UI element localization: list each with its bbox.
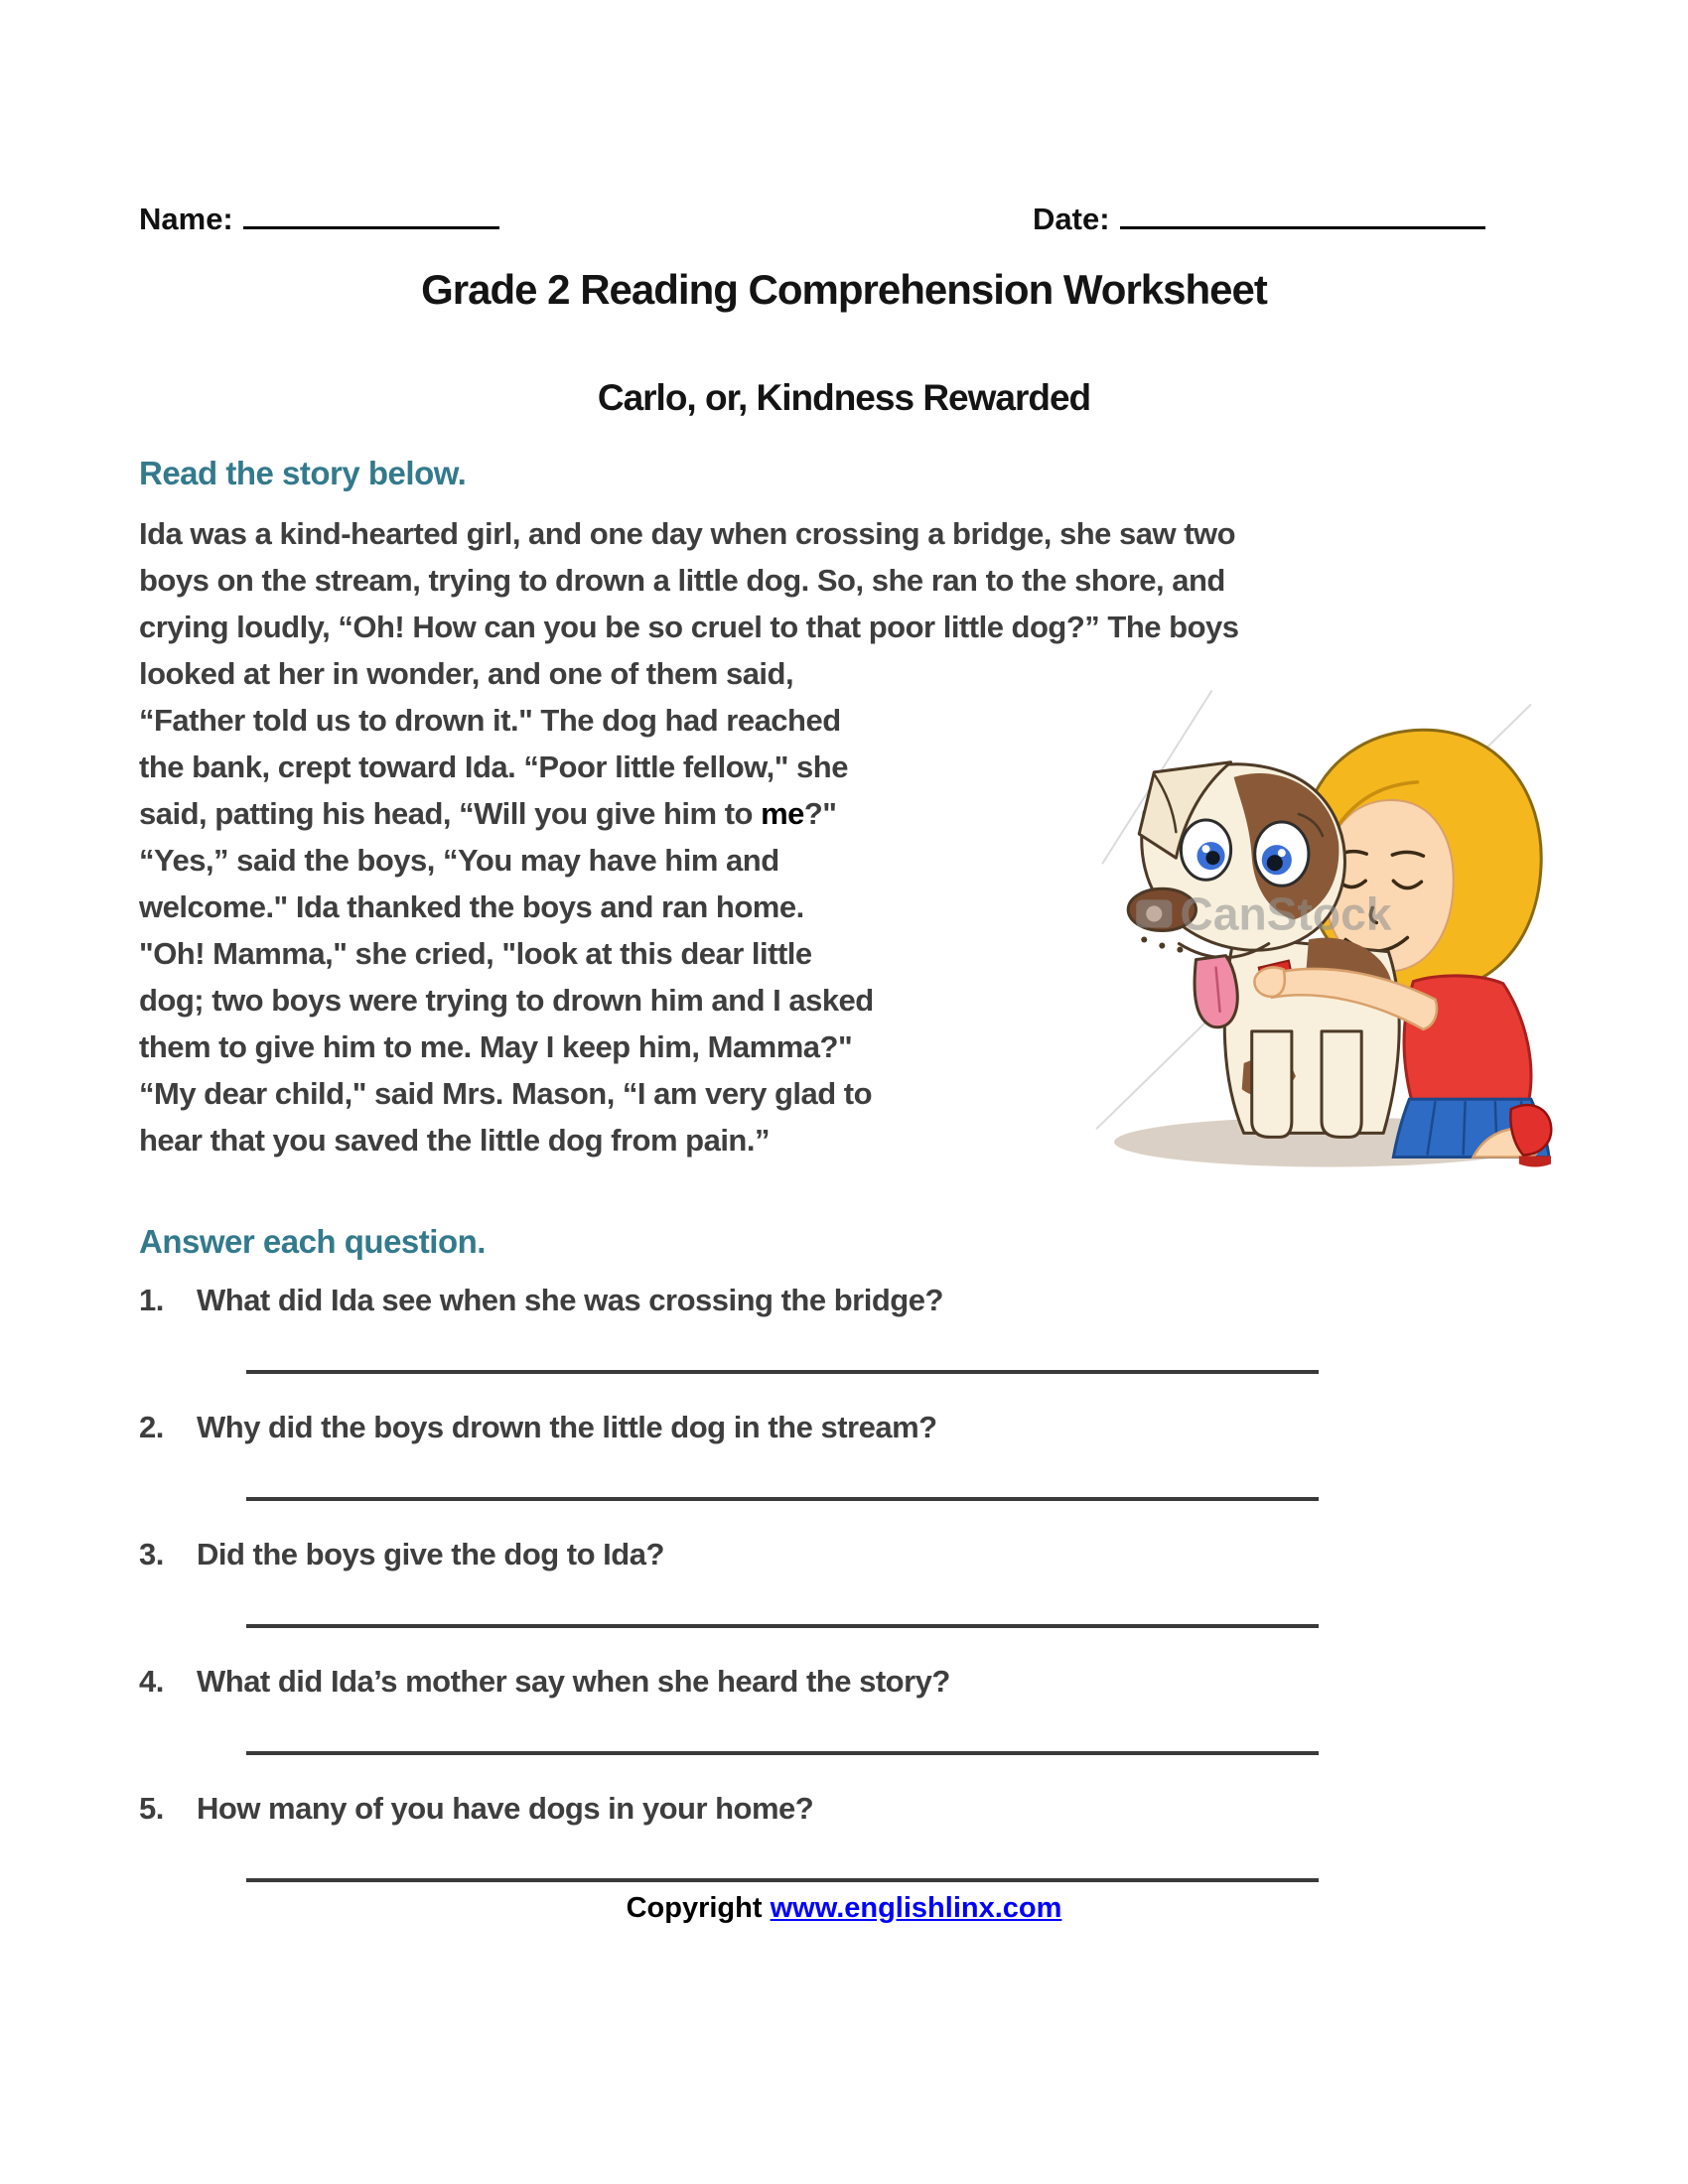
story-line: crying loudly, “Oh! How can you be so cruel to that poor little dog?” The boys [139,610,1239,644]
story-emphasis: me [761,796,804,831]
story-line: boys on the stream, trying to drown a little dog. So, she ran to the shore, and [139,563,1225,598]
watermark-text: CanStock [1180,887,1392,940]
story-line: “Father told us to drown it." The dog had reached [139,703,841,738]
question-row [139,1535,1559,1574]
date-blank-line [1120,197,1485,229]
question-row [139,1789,1559,1829]
question-number: 3. [139,1537,164,1571]
date-label: Date: [1033,202,1110,236]
page-title: Grade 2 Reading Comprehension Worksheet [421,266,1267,313]
story-line: Ida was a kind-hearted girl, and one day when crossing a bridge, she saw two [139,516,1236,551]
answer-blank-line [246,1370,1319,1374]
question-row [139,1662,1559,1702]
question-text: Did the boys give the dog to Ida? [197,1537,664,1571]
story-title: Carlo, or, Kindness Rewarded [597,377,1091,418]
name-label: Name: [139,202,233,236]
question-number: 2. [139,1410,164,1444]
story-line: hear that you saved the little dog from pain.” [139,1123,770,1158]
question-text: How many of you have dogs in your home? [197,1791,814,1826]
story-line: welcome." Ida thanked the boys and ran home. [139,889,804,924]
answer-blank-line [246,1624,1319,1628]
name-field-row [139,197,499,237]
copyright-link[interactable]: www.englishlinx.com [770,1892,1062,1924]
girl-hugging-dog-illustration [1084,681,1553,1182]
question-number: 5. [139,1791,164,1826]
story-line: them to give him to me. May I keep him, Mamma?" [139,1029,853,1064]
question-number: 4. [139,1664,164,1699]
answer-blank-line [246,1497,1319,1501]
story-line: said, patting his head, “Will you give him to me?" [139,796,837,831]
question-number: 1. [139,1283,164,1317]
answer-blank-line [246,1878,1319,1882]
question-text: What did Ida’s mother say when she heard the story? [197,1664,950,1699]
copyright-label: Copyright [626,1892,771,1924]
story-line: looked at her in wonder, and one of them said, [139,656,794,691]
question-row [139,1281,1559,1320]
read-story-label: Read the story below. [139,455,467,491]
name-blank-line [243,197,499,229]
footer [0,1892,1688,1925]
story-line: the bank, crept toward Ida. “Poor little fellow," she [139,750,848,784]
questions-list [139,1281,1559,1882]
story-line: “My dear child," said Mrs. Mason, “I am very glad to [139,1076,873,1111]
question-text: What did Ida see when she was crossing the bridge? [197,1283,943,1317]
story-line: dog; two boys were trying to drown him and I asked [139,983,874,1018]
question-row [139,1408,1559,1447]
story-line: “Yes,” said the boys, “You may have him and [139,843,779,878]
story-line: "Oh! Mamma," she cried, "look at this dear little [139,936,812,971]
question-text: Why did the boys drown the little dog in the stream? [197,1410,937,1444]
date-field-row [1033,197,1485,237]
answer-questions-label: Answer each question. [139,1223,486,1260]
answer-blank-line [246,1751,1319,1755]
